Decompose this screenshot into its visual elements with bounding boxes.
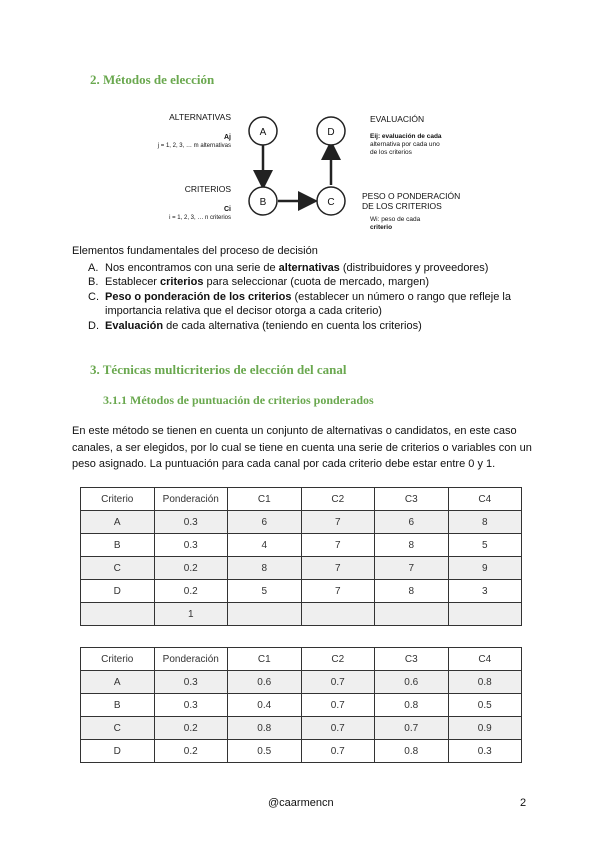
table-cell: 0.3: [154, 671, 228, 694]
table-cell: 0.7: [301, 671, 375, 694]
table-cell: 7: [375, 557, 449, 580]
table-row: [81, 580, 522, 603]
table-cell: 0.8: [375, 694, 449, 717]
criteria-table-normalized: [80, 647, 522, 763]
list-item: B. Establecer criterios para seleccionar (cuota de mercado, margen): [88, 276, 430, 288]
table-cell: 9: [448, 557, 522, 580]
evaluacion-title: EVALUACIÓN: [370, 114, 425, 124]
table-cell: 0.7: [301, 694, 375, 717]
table-cell: 0.9: [448, 717, 522, 740]
criterios-var: Ci: [224, 206, 231, 213]
table-cell: 7: [301, 534, 375, 557]
table-cell: A: [81, 511, 155, 534]
evaluacion-line2: alternativa por cada uno: [370, 141, 440, 148]
node-a-label: A: [259, 127, 267, 138]
table-row: [81, 557, 522, 580]
table-cell: C1: [228, 488, 302, 511]
table-cell: 7: [301, 511, 375, 534]
table-cell: C4: [448, 648, 522, 671]
node-c-label: C: [327, 197, 335, 208]
table-cell: 5: [448, 534, 522, 557]
alternativas-var: Aj: [224, 134, 231, 141]
table-cell: 6: [228, 511, 302, 534]
table-cell: [448, 603, 522, 626]
table-cell: 0.5: [448, 694, 522, 717]
evaluacion-line3: de los criterios: [370, 149, 412, 156]
section-2-heading: 2. Métodos de elección: [90, 72, 215, 87]
table-cell: [228, 603, 302, 626]
table-row: [81, 694, 522, 717]
table-row: [81, 511, 522, 534]
table-cell: 0.6: [375, 671, 449, 694]
table-cell: 7: [301, 557, 375, 580]
footer-handle: @caarmencn: [268, 797, 334, 809]
table-cell: 0.8: [228, 717, 302, 740]
table-cell: 0.5: [228, 740, 302, 763]
table-row: [81, 740, 522, 763]
peso-title-line2: DE LOS CRITERIOS: [362, 201, 442, 211]
table-cell: 0.2: [154, 557, 228, 580]
table-cell: C3: [375, 488, 449, 511]
table-cell: C2: [301, 488, 375, 511]
node-b-label: B: [259, 197, 267, 208]
table-cell: 0.3: [154, 694, 228, 717]
table-row: [81, 603, 522, 626]
table-cell: [81, 603, 155, 626]
table-cell: 8: [228, 557, 302, 580]
table-cell: Ponderación: [154, 648, 228, 671]
table-cell: D: [81, 580, 155, 603]
table-cell: C: [81, 717, 155, 740]
decision-process-diagram: [110, 108, 490, 238]
table-cell: [375, 603, 449, 626]
peso-line1: Wi: peso de cada: [370, 216, 421, 223]
table-cell: Criterio: [81, 648, 155, 671]
table-cell: 0.2: [154, 580, 228, 603]
table-cell: 0.3: [448, 740, 522, 763]
table-cell: 8: [375, 580, 449, 603]
table-cell: D: [81, 740, 155, 763]
evaluacion-line1: Eij: evaluación de cada: [370, 133, 442, 140]
table-header-row: [81, 648, 522, 671]
table-cell: C: [81, 557, 155, 580]
table-cell: 0.3: [154, 534, 228, 557]
table-cell: 0.7: [375, 717, 449, 740]
table-cell: 0.3: [154, 511, 228, 534]
list-item: D. Evaluación de cada alternativa (teniendo en cuenta los criterios): [88, 319, 422, 332]
alternativas-title: ALTERNATIVAS: [169, 112, 231, 122]
table-header-row: [81, 488, 522, 511]
table-cell: 4: [228, 534, 302, 557]
page-number: 2: [520, 797, 527, 809]
table-cell: 0.2: [154, 740, 228, 763]
table-cell: 5: [228, 580, 302, 603]
table-row: [81, 534, 522, 557]
list-item: A. Nos encontramos con una serie de alternativas (distribuidores y proveedores): [88, 261, 489, 274]
alternativas-range: j = 1, 2, 3, … m alternativas: [157, 143, 231, 149]
table-cell: [301, 603, 375, 626]
table-cell: B: [81, 534, 155, 557]
peso-title-line1: PESO O PONDERACIÓN: [362, 191, 461, 201]
elements-list: [72, 261, 532, 334]
table-cell: 3: [448, 580, 522, 603]
table-cell: 0.2: [154, 717, 228, 740]
list-item: C. Peso o ponderación de los criterios (establecer un número o rango que refleje la importancia relativa que el decisor otorga a cada criterio): [88, 290, 511, 317]
table-cell: Ponderación: [154, 488, 228, 511]
method-paragraph: En este método se tienen en cuenta un conjunto de alternativas o candidatos, en este caso canales, a ser elegidos, por lo cual se tiene en cuenta una serie de criterios o variables con un peso asignado. La puntuación para cada canal por cada criterio debe estar entre 0 y 1.: [72, 425, 532, 470]
peso-line2: criterio: [370, 224, 393, 231]
decision-elements: [72, 244, 532, 333]
table-cell: C2: [301, 648, 375, 671]
table-cell: C3: [375, 648, 449, 671]
criterios-title: CRITERIOS: [184, 184, 231, 194]
table-cell: B: [81, 694, 155, 717]
table-cell: 8: [375, 534, 449, 557]
section-3-1-1-heading: 3.1.1 Métodos de puntuación de criterios ponderados: [103, 393, 374, 407]
table-cell: 0.8: [375, 740, 449, 763]
table-cell: 6: [375, 511, 449, 534]
table-cell: C4: [448, 488, 522, 511]
table-cell: 0.6: [228, 671, 302, 694]
table-cell: 0.4: [228, 694, 302, 717]
table-cell: 0.7: [301, 740, 375, 763]
table-cell: C1: [228, 648, 302, 671]
node-d-label: D: [327, 127, 335, 138]
section-3-heading: 3. Técnicas multicriterios de elección del canal: [90, 362, 347, 377]
table-cell: 7: [301, 580, 375, 603]
criteria-table-scores: [80, 487, 522, 626]
table-cell: 0.8: [448, 671, 522, 694]
table-cell: A: [81, 671, 155, 694]
table-row: [81, 671, 522, 694]
table-cell: 1: [154, 603, 228, 626]
criterios-range: i = 1, 2, 3, … n criterios: [169, 215, 231, 221]
table-cell: 8: [448, 511, 522, 534]
table-cell: 0.7: [301, 717, 375, 740]
table-row: [81, 717, 522, 740]
table-cell: Criterio: [81, 488, 155, 511]
elements-intro: Elementos fundamentales del proceso de decisión: [72, 245, 318, 257]
